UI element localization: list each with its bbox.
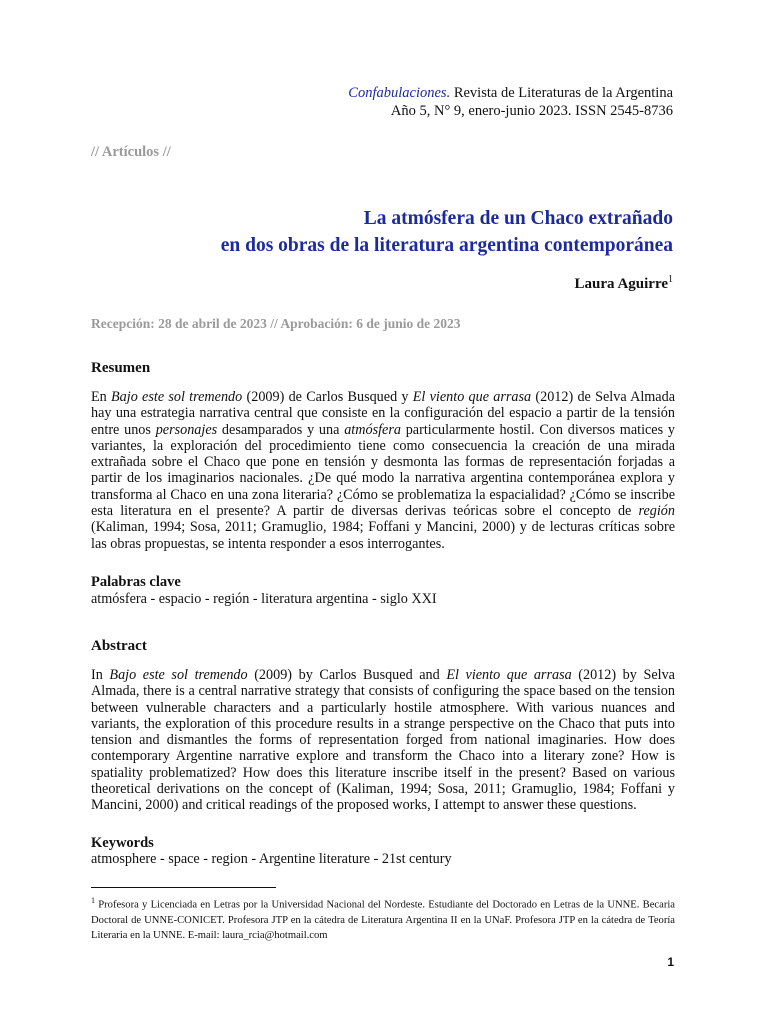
submission-dates: Recepción: 28 de abril de 2023 // Aprobación: 6 de junio de 2023 xyxy=(91,316,461,331)
page-number: 1 xyxy=(667,955,674,969)
book-title: Bajo este sol tremendo xyxy=(109,667,248,683)
book-title: El viento que arrasa xyxy=(412,389,532,405)
author-name-text: Laura Aguirre xyxy=(574,276,668,292)
footnote-divider xyxy=(91,887,276,888)
resumen-text: (Kaliman, 1994; Sosa, 2011; Gramuglio, 1984; Foffani y Mancini, 2000) y de lecturas críticas sobre las obras propuestas, se intenta responder a esos interrogantes. xyxy=(91,519,675,552)
abstract-heading: Abstract xyxy=(91,638,147,654)
footnote-mark: 1 xyxy=(91,896,95,905)
abstract-text: (2009) by Carlos Busqued and xyxy=(247,667,447,683)
journal-subtitle: Revista de Literaturas de la Argentina xyxy=(450,85,673,101)
book-title: Bajo este sol tremendo xyxy=(111,389,243,405)
resumen-paragraph xyxy=(91,389,675,552)
resumen-text: particularmente hostil. Con diversos matices y variantes, la exploración del procedimiento tiene como consecuencia la creación de una mirada extrañada sobre el Chaco que pone en tensión y desmonta las formas de representación forjadas a partir de los imaginarios nacionales. ¿De qué modo la narrativa argentina contemporánea explora y transforma al Chaco en una zona literaria? ¿Cómo se problematiza la espacialidad? ¿Cómo se inscribe esta literatura en el presente? A partir de diversas derivas teóricas sobre el concepto de xyxy=(91,421,675,520)
keywords-label: Keywords xyxy=(91,835,154,851)
abstract-text: In xyxy=(91,667,110,683)
article-title-line-1: La atmósfera de un Chaco extrañado xyxy=(363,208,673,229)
emphasized-term: atmósfera xyxy=(344,421,401,438)
resumen-text: desamparados y una xyxy=(217,421,345,438)
abstract-text: (2012) by Selva Almada, there is a central narrative strategy that consists of configuring the space based on the tension between vulnerable characters and a particularly hostile atmosphere. With various nuances and variants, the exploration of this procedure results in a strange perspective on the Chaco that puts into tension and dismantles the forms of representation forged from national imaginaries. How does contemporary Argentine narrative explore and transform the Chaco into a literary zone? How is spatiality problematized? How does this literature inscribe itself in the present? Based on various theoretical derivations on the concept of (Kaliman, 1994; Sosa, 2011; Gramuglio, 1984; Foffani y Mancini, 2000) and critical readings of the proposed works, I attempt to answer these questions. xyxy=(91,667,675,814)
resumen-heading: Resumen xyxy=(91,360,151,376)
section-label: // Artículos // xyxy=(91,144,171,160)
journal-name: Confabulaciones. xyxy=(348,85,451,101)
article-title-line-2: en dos obras de la literatura argentina contemporánea xyxy=(220,235,673,256)
resumen-text: (2012) de Selva Almada hay una estrategia narrativa central que consiste en la configuración del espacio a partir de la tensión entre unos xyxy=(91,389,675,438)
keywords-list: atmosphere - space - region - Argentine literature - 21st century xyxy=(91,851,452,867)
book-title: El viento que arrasa xyxy=(446,667,572,683)
author-footnote-mark[interactable]: 1 xyxy=(668,274,673,285)
footnote-text: Profesora y Licenciada en Letras por la Universidad Nacional del Nordeste. Estudiante del Doctorado en Letras de la UNNE. Becaria Doctoral de UNNE-CONICET. Profesora JTP en la cátedra de Literatura Argentina II en la UNaF. Profesora JTP en la cátedra de Teoría Literaria en la UNNE. E-mail: laura_rcia@hotmail.com xyxy=(91,899,675,941)
journal-header xyxy=(348,84,673,120)
article-title xyxy=(221,205,673,259)
footnote xyxy=(91,893,675,943)
author-name xyxy=(575,274,673,293)
palabras-clave-list: atmósfera - espacio - región - literatura argentina - siglo XXI xyxy=(91,591,437,607)
palabras-clave-label: Palabras clave xyxy=(91,574,181,590)
abstract-paragraph xyxy=(91,667,675,814)
emphasized-term: región xyxy=(638,503,675,520)
resumen-text: (2009) de Carlos Busqued y xyxy=(242,389,413,405)
emphasized-term: personajes xyxy=(155,421,218,438)
journal-title-line xyxy=(348,84,673,102)
resumen-text: En xyxy=(91,389,112,405)
journal-issue: Año 5, N° 9, enero-junio 2023. ISSN 2545-8736 xyxy=(390,103,673,119)
